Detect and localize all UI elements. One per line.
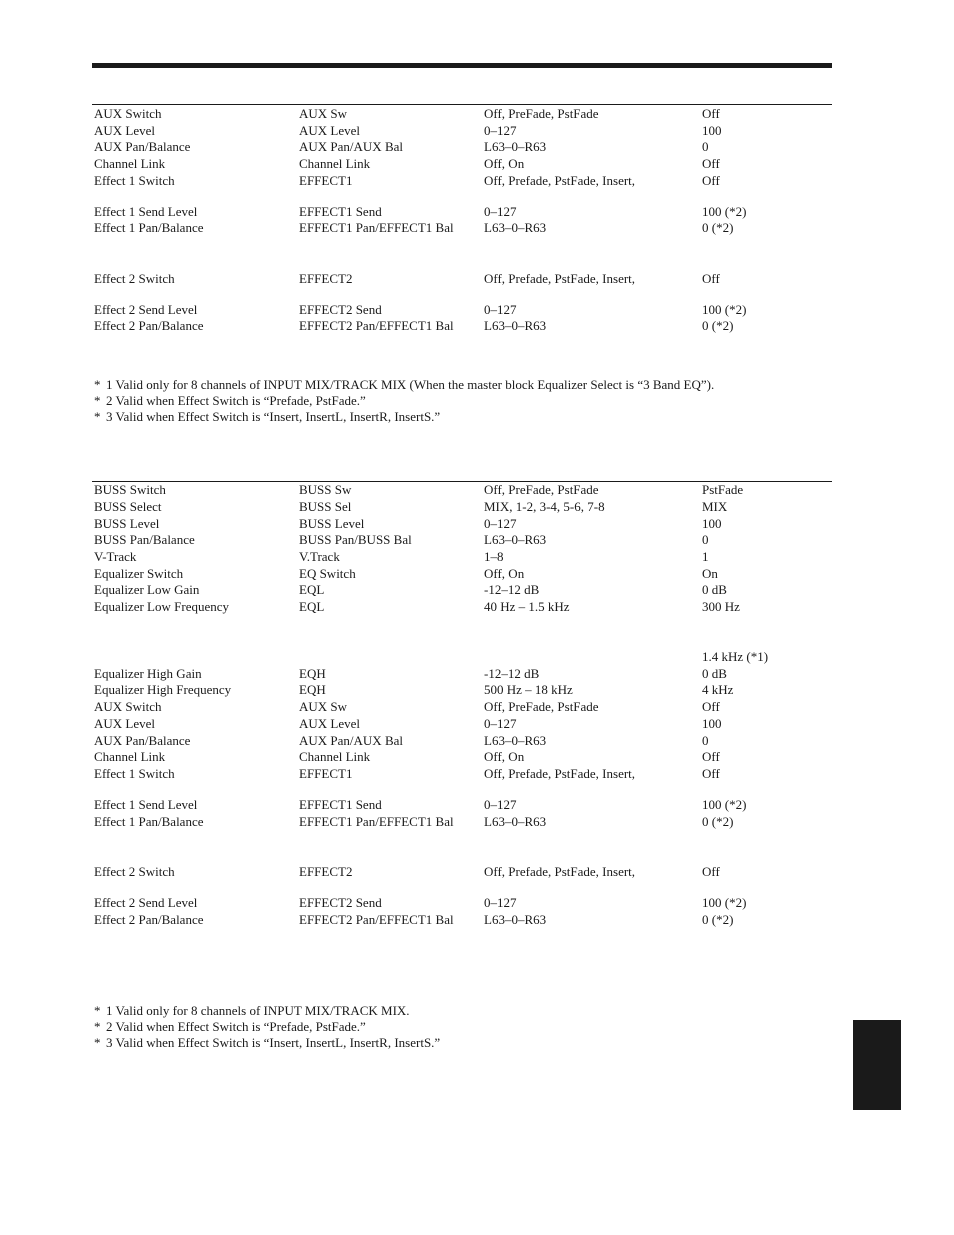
value-range: MIX, 1-2, 3-4, 5-6, 7-8	[484, 499, 605, 514]
parameter-name: Equalizer Low Gain	[94, 582, 200, 597]
default-value: Off	[702, 699, 720, 714]
parameter-name: Effect 1 Pan/Balance	[94, 814, 204, 829]
value-range: Off, On	[484, 749, 525, 764]
display-name: EFFECT2	[299, 271, 353, 286]
value-range: 0–127	[484, 716, 517, 731]
display-name: EFFECT1 Send	[299, 204, 382, 219]
default-value: 100	[702, 123, 722, 138]
parameter-name: Channel Link	[94, 749, 166, 764]
display-name: EFFECT2 Pan/EFFECT1 Bal	[299, 318, 454, 333]
display-name: BUSS Sw	[299, 482, 352, 497]
parameter-name: BUSS Select	[94, 499, 162, 514]
display-name: EQL	[299, 599, 325, 614]
footnote	[94, 1003, 410, 1019]
value-range: -12–12 dB	[484, 582, 540, 597]
parameter-name: Effect 1 Switch	[94, 766, 175, 781]
table-row	[0, 911, 954, 928]
default-value: 0 (*2)	[702, 220, 734, 235]
parameter-name: AUX Pan/Balance	[94, 733, 191, 748]
parameter-name: Effect 2 Send Level	[94, 895, 198, 910]
parameter-name: Effect 2 Switch	[94, 864, 175, 879]
value-range: L63–0–R63	[484, 139, 547, 154]
value-range: L63–0–R63	[484, 220, 547, 235]
display-name: AUX Sw	[299, 699, 348, 714]
display-name: AUX Level	[299, 123, 361, 138]
table-row	[0, 648, 954, 665]
display-name: EFFECT2	[299, 864, 353, 879]
parameter-name: Effect 1 Switch	[94, 173, 175, 188]
table-row	[0, 219, 954, 236]
parameter-name: Effect 2 Switch	[94, 271, 175, 286]
value-range: 0–127	[484, 516, 517, 531]
value-range: Off, PreFade, PstFade	[484, 106, 599, 121]
default-value: 0 (*2)	[702, 318, 734, 333]
footnote-text: 3 Valid when Effect Switch is “Insert, InsertL, InsertR, InsertS.”	[106, 409, 441, 424]
footnote-text: 2 Valid when Effect Switch is “Prefade, PstFade.”	[106, 1019, 366, 1034]
table-row	[0, 155, 954, 172]
table-row	[0, 515, 954, 532]
value-range: 500 Hz – 18 kHz	[484, 682, 573, 697]
value-range: -12–12 dB	[484, 666, 540, 681]
parameter-name: Effect 2 Send Level	[94, 302, 198, 317]
table-row	[0, 681, 954, 698]
footnote-mark: *	[94, 1035, 101, 1050]
table-row	[0, 748, 954, 765]
value-range: Off, PreFade, PstFade	[484, 699, 599, 714]
display-name: Channel Link	[299, 156, 371, 171]
parameter-name: Equalizer High Frequency	[94, 682, 232, 697]
footnote-mark: *	[94, 393, 101, 408]
table-row	[0, 498, 954, 515]
footnote	[94, 409, 440, 425]
value-range: Off, On	[484, 156, 525, 171]
table-row	[0, 122, 954, 139]
default-value: 1	[702, 549, 709, 564]
footnote	[94, 393, 366, 409]
default-value: 100 (*2)	[702, 797, 747, 812]
parameter-name: BUSS Level	[94, 516, 160, 531]
display-name: EFFECT1	[299, 766, 353, 781]
parameter-name: Effect 1 Pan/Balance	[94, 220, 204, 235]
footnote-text: 1 Valid only for 8 channels of INPUT MIX/TRACK MIX.	[106, 1003, 410, 1018]
default-value: Off	[702, 156, 720, 171]
display-name: AUX Pan/AUX Bal	[299, 733, 403, 748]
display-name: V.Track	[299, 549, 340, 564]
table-row	[0, 531, 954, 548]
table-row	[0, 105, 954, 122]
default-value: Off	[702, 173, 720, 188]
table-row	[0, 203, 954, 220]
display-name: BUSS Pan/BUSS Bal	[299, 532, 412, 547]
value-range: L63–0–R63	[484, 532, 547, 547]
value-range: 0–127	[484, 895, 517, 910]
footnote	[94, 1019, 366, 1035]
value-range: 0–127	[484, 204, 517, 219]
display-name: EFFECT2 Send	[299, 895, 382, 910]
display-name: EFFECT1 Pan/EFFECT1 Bal	[299, 814, 454, 829]
table-row	[0, 317, 954, 334]
table-row	[0, 665, 954, 682]
value-range: Off, Prefade, PstFade, Insert,	[484, 271, 636, 286]
table-row	[0, 565, 954, 582]
table-row	[0, 598, 954, 615]
default-value: Off	[702, 766, 720, 781]
footnote-text: 2 Valid when Effect Switch is “Prefade, PstFade.”	[106, 393, 366, 408]
display-name: BUSS Level	[299, 516, 365, 531]
parameter-name: Equalizer High Gain	[94, 666, 202, 681]
table-row	[0, 581, 954, 598]
value-range: 0–127	[484, 123, 517, 138]
parameter-name: AUX Switch	[94, 699, 162, 714]
value-range: Off, On	[484, 566, 525, 581]
default-value: 300 Hz	[702, 599, 740, 614]
default-value: 0 dB	[702, 582, 727, 597]
table-row	[0, 732, 954, 749]
default-value: 100 (*2)	[702, 895, 747, 910]
table-row	[0, 863, 954, 880]
default-value: PstFade	[702, 482, 744, 497]
value-range: L63–0–R63	[484, 912, 547, 927]
default-value: 0 dB	[702, 666, 727, 681]
table-row	[0, 301, 954, 318]
value-range: 0–127	[484, 302, 517, 317]
value-range: Off, Prefade, PstFade, Insert,	[484, 864, 636, 879]
display-name: EQL	[299, 582, 325, 597]
default-value: 0 (*2)	[702, 814, 734, 829]
parameter-name: AUX Pan/Balance	[94, 139, 191, 154]
footnote-mark: *	[94, 377, 101, 392]
parameter-name: Channel Link	[94, 156, 166, 171]
footnote	[94, 377, 714, 393]
table-row	[0, 172, 954, 189]
table-row	[0, 894, 954, 911]
footnote-text: 3 Valid when Effect Switch is “Insert, InsertL, InsertR, InsertS.”	[106, 1035, 441, 1050]
display-name: EQ Switch	[299, 566, 356, 581]
parameter-name: V-Track	[94, 549, 137, 564]
default-value: 100 (*2)	[702, 204, 747, 219]
parameter-name: Effect 2 Pan/Balance	[94, 318, 204, 333]
value-range: L63–0–R63	[484, 318, 547, 333]
default-value: Off	[702, 749, 720, 764]
default-value: 0	[702, 139, 709, 154]
parameter-name: Effect 1 Send Level	[94, 204, 198, 219]
parameter-name: Effect 2 Pan/Balance	[94, 912, 204, 927]
default-value: 100 (*2)	[702, 302, 747, 317]
footnote-mark: *	[94, 409, 101, 424]
value-range: Off, Prefade, PstFade, Insert,	[484, 173, 636, 188]
table-row	[0, 548, 954, 565]
parameter-name: AUX Switch	[94, 106, 162, 121]
table-row	[0, 796, 954, 813]
footnote-text: 1 Valid only for 8 channels of INPUT MIX/TRACK MIX (When the master block Equalizer Select is “3 Band EQ”).	[106, 377, 715, 392]
value-range: Off, Prefade, PstFade, Insert,	[484, 766, 636, 781]
display-name: EFFECT2 Pan/EFFECT1 Bal	[299, 912, 454, 927]
value-range: L63–0–R63	[484, 733, 547, 748]
display-name: AUX Level	[299, 716, 361, 731]
footnote-mark: *	[94, 1003, 101, 1018]
table-row	[0, 270, 954, 287]
parameter-name: Equalizer Switch	[94, 566, 184, 581]
display-name: Channel Link	[299, 749, 371, 764]
default-value: On	[702, 566, 718, 581]
footnote-mark: *	[94, 1019, 101, 1034]
footnote	[94, 1035, 440, 1051]
default-value: 0 (*2)	[702, 912, 734, 927]
value-range: 1–8	[484, 549, 504, 564]
default-value: 100	[702, 516, 722, 531]
display-name: EFFECT1 Pan/EFFECT1 Bal	[299, 220, 454, 235]
value-range: 0–127	[484, 797, 517, 812]
table-row	[0, 715, 954, 732]
table-row	[0, 138, 954, 155]
display-name: EFFECT1	[299, 173, 353, 188]
default-value: Off	[702, 271, 720, 286]
display-name: AUX Pan/AUX Bal	[299, 139, 403, 154]
parameter-name: BUSS Switch	[94, 482, 166, 497]
parameter-name: Effect 1 Send Level	[94, 797, 198, 812]
default-value: 1.4 kHz (*1)	[702, 649, 769, 664]
display-name: EFFECT2 Send	[299, 302, 382, 317]
display-name: EQH	[299, 666, 326, 681]
parameter-name: AUX Level	[94, 123, 156, 138]
default-value: 4 kHz	[702, 682, 734, 697]
default-value: Off	[702, 106, 720, 121]
table-row	[0, 481, 954, 498]
value-range: 40 Hz – 1.5 kHz	[484, 599, 570, 614]
value-range: Off, PreFade, PstFade	[484, 482, 599, 497]
display-name: AUX Sw	[299, 106, 348, 121]
header-rule	[92, 63, 832, 68]
table-row	[0, 813, 954, 830]
value-range: L63–0–R63	[484, 814, 547, 829]
table-row	[0, 765, 954, 782]
display-name: BUSS Sel	[299, 499, 352, 514]
default-value: MIX	[702, 499, 728, 514]
default-value: Off	[702, 864, 720, 879]
default-value: 100	[702, 716, 722, 731]
section-thumb-tab	[853, 1020, 901, 1110]
table-row	[0, 698, 954, 715]
display-name: EFFECT1 Send	[299, 797, 382, 812]
parameter-name: AUX Level	[94, 716, 156, 731]
default-value: 0	[702, 532, 709, 547]
default-value: 0	[702, 733, 709, 748]
parameter-name: Equalizer Low Frequency	[94, 599, 230, 614]
display-name: EQH	[299, 682, 326, 697]
parameter-name: BUSS Pan/Balance	[94, 532, 195, 547]
